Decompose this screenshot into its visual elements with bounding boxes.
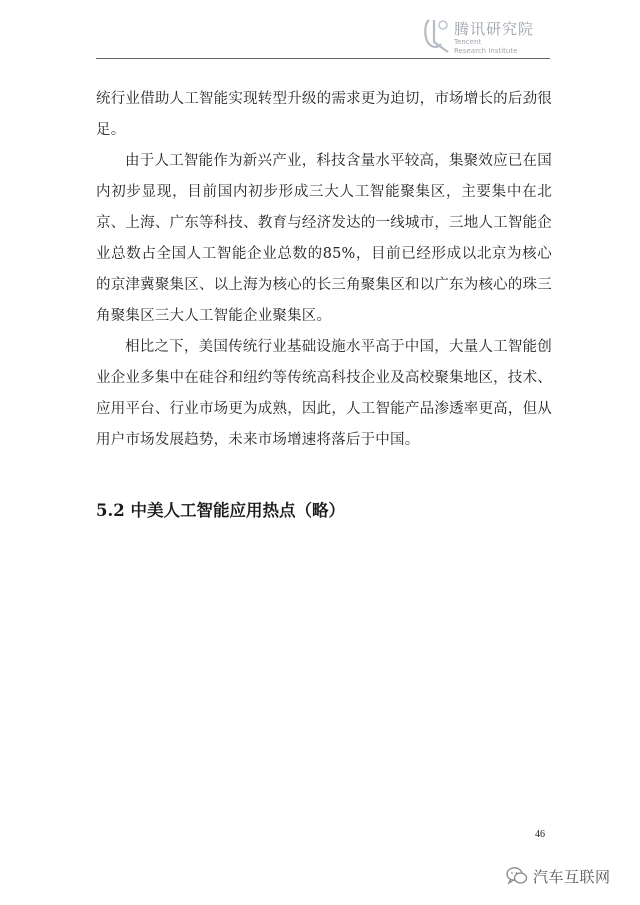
org-subtitle — [454, 38, 554, 56]
paragraph-3: 相比之下，美国传统行业基础设施水平高于中国，大量人工智能创业企业多集中在硅谷和纽约等传统高科技企业及高校聚集地区，技术、应用平台、行业市场更为成熟，因此，人工智能产品渗透率更高，但从用户市场发展趋势，未来市场增速将落后于中国。 — [96, 339, 552, 448]
wechat-icon — [506, 866, 528, 886]
org-name: 腾讯研究院 — [454, 20, 535, 38]
body-text — [96, 84, 552, 456]
org-sub-line1: Tencent — [454, 38, 482, 46]
paragraph-1: 统行业借助人工智能实现转型升级的需求更为迫切，市场增长的后劲很足。 — [96, 91, 552, 138]
paragraph-2: 由于人工智能作为新兴产业，科技含量水平较高，集聚效应已在国内初步显现，目前国内初步形成三大人工智能聚集区，主要集中在北京、上海、广东等科技、教育与经济发达的一线城市，三地人工智能企业总数占全国人工智能企业总数的85%，目前已经形成以北京为核心的京津冀聚集区、以上海为核心的长三角聚集区和以广东为核心的珠三角聚集区三大人工智能企业聚集区。 — [96, 153, 552, 324]
org-sub-line2: Research Institute — [454, 47, 518, 55]
watermark-text: 汽车互联网 — [533, 868, 611, 886]
header-logo — [420, 14, 550, 58]
page-number: 46 — [535, 829, 545, 840]
tencent-research-logo-icon — [420, 14, 454, 56]
header-divider — [96, 58, 550, 59]
section-heading: 5.2 中美人工智能应用热点（略） — [96, 501, 345, 520]
